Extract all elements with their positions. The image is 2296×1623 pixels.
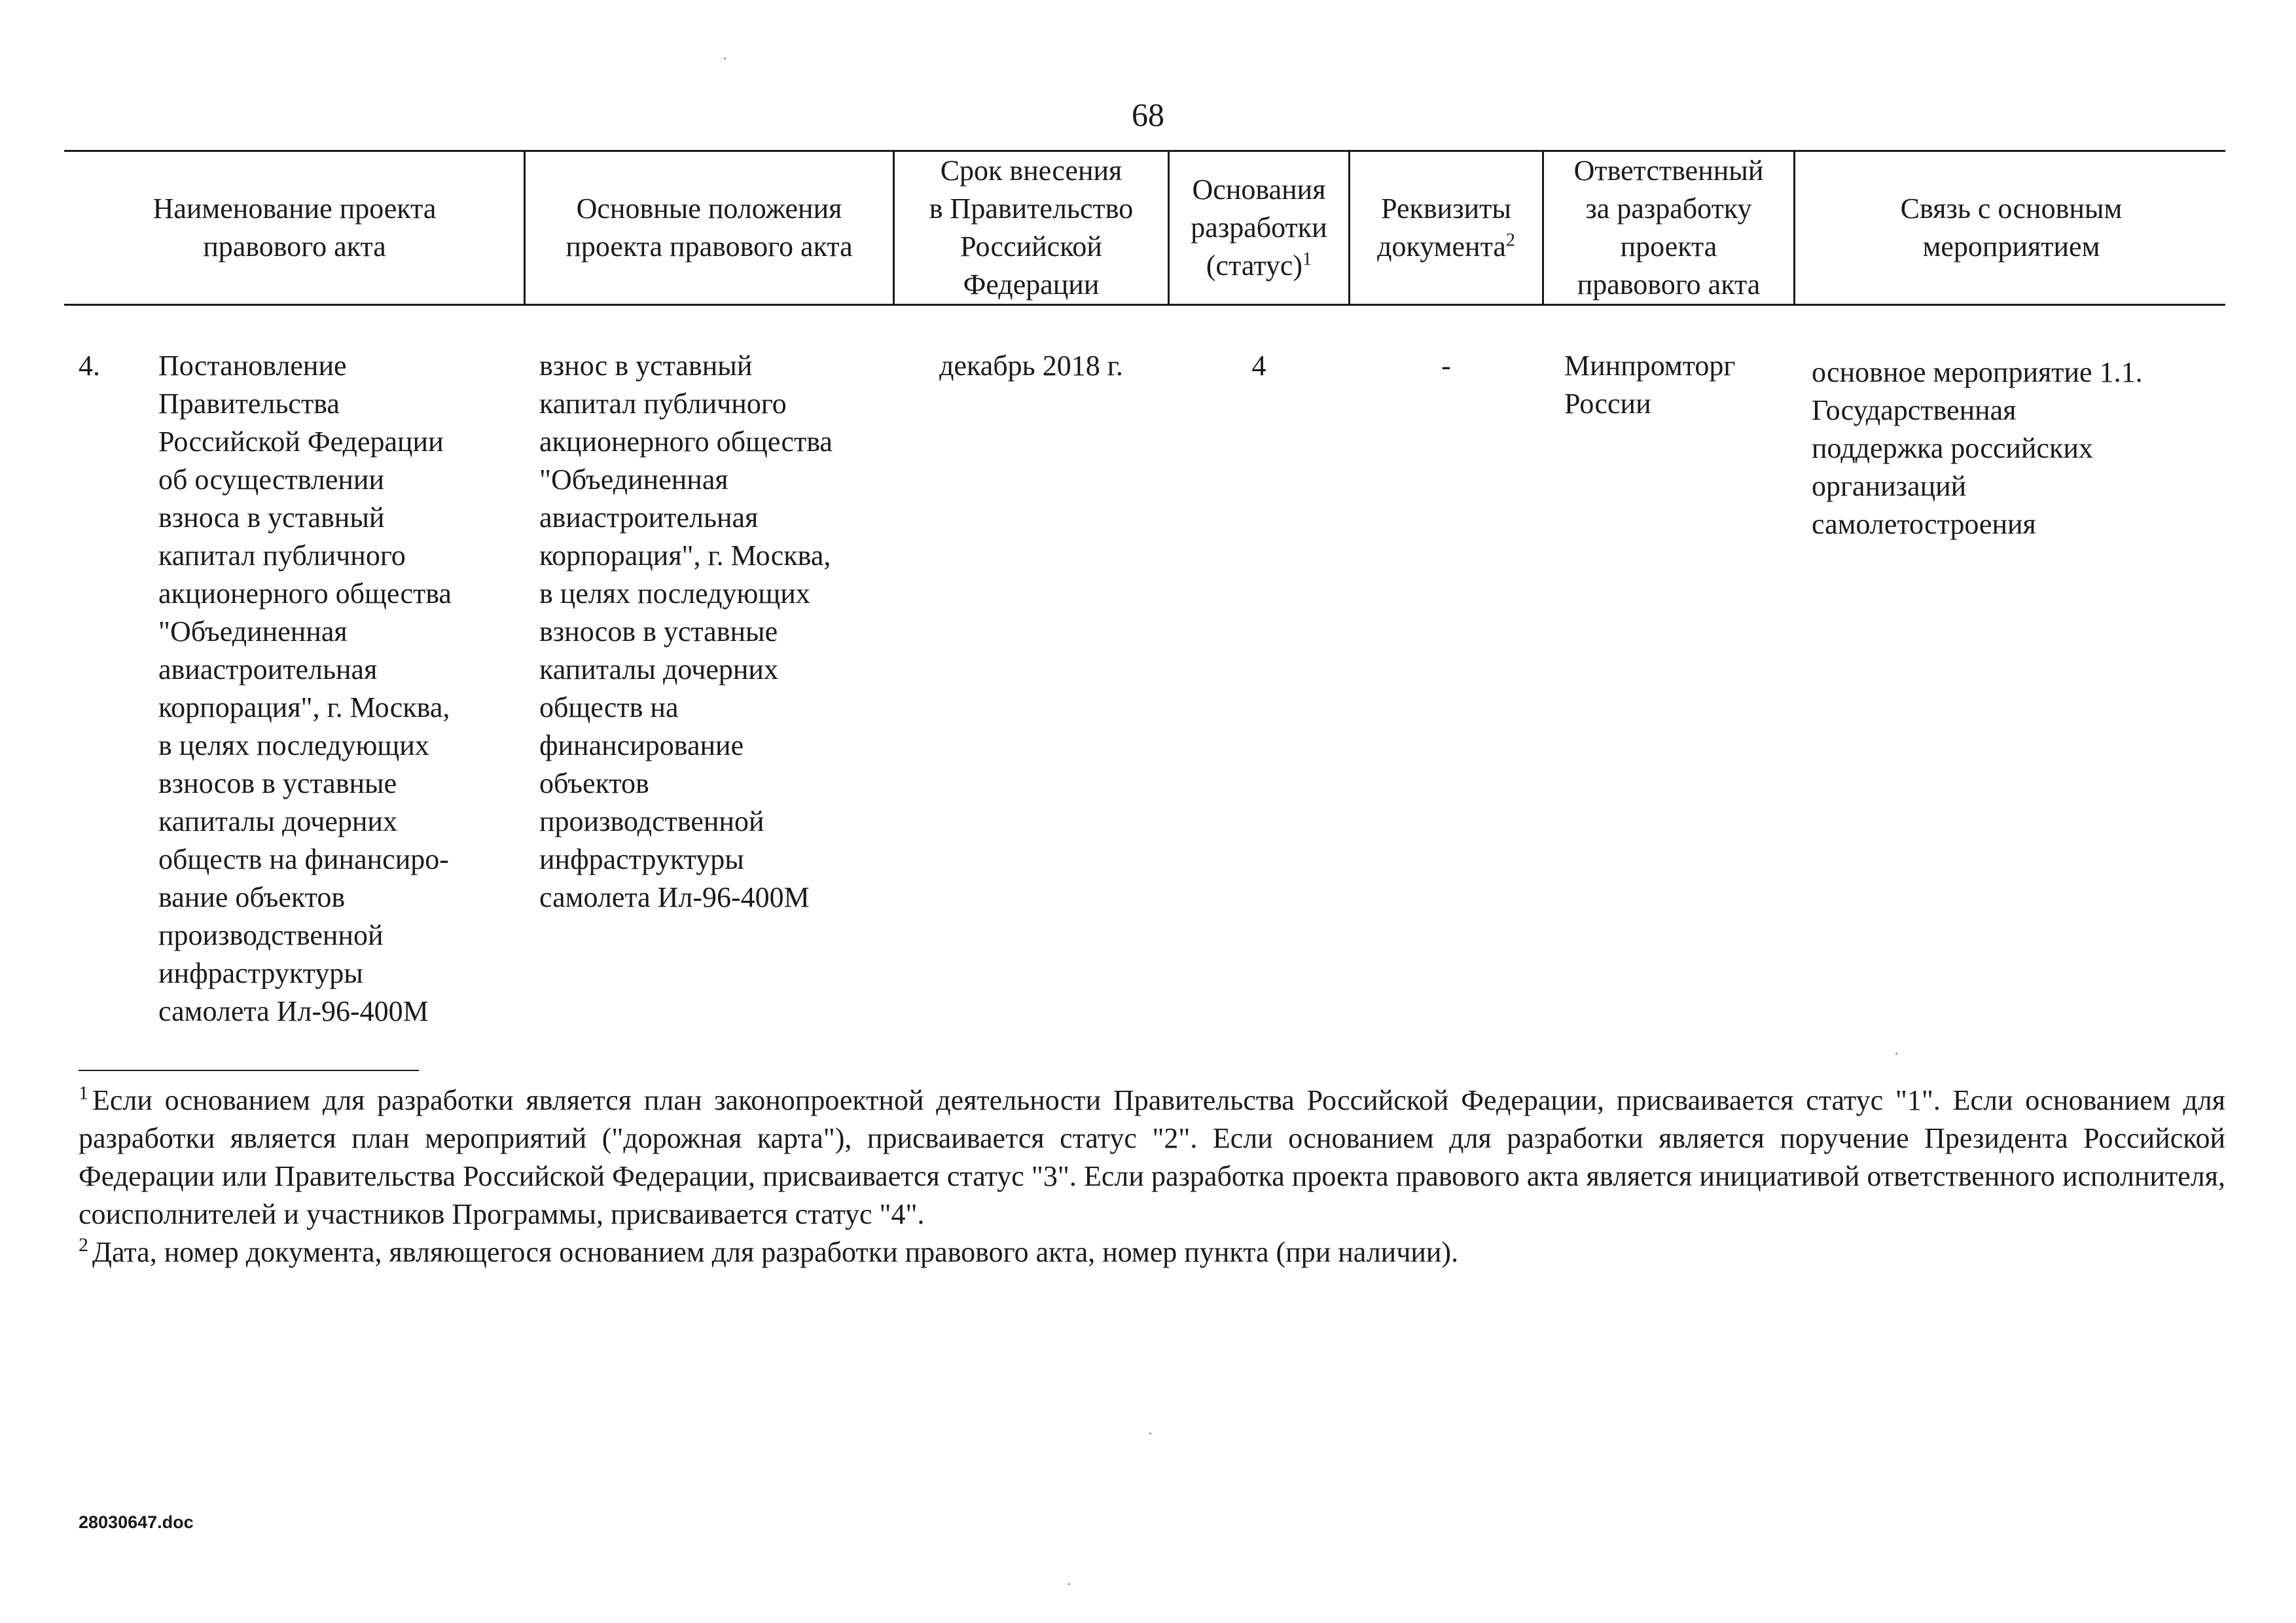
header-link-text: Связь с основным мероприятием [1900,192,2123,263]
scan-speck [1895,1053,1897,1055]
header-act-name-text: Наименование проекта правового акта [152,192,437,263]
footnote-1 [79,1082,2225,1233]
header-basis-status-label: Основания разработки (статус) [1191,173,1327,282]
footnote-1-text: Если основанием для разработки является план законопроектной деятельности Правительства Российской Федерации, присваивается статус "1". Если основанием для разработки является план мероприятий ("дорожная карта"), присваивается статус "2". Если основанием для разработки является поручение Президента Российской Федерации или Правительства Российской Федерации, присваивается статус "3". Если разработка проекта правового акта является инициативой ответственного исполнителя, соисполнителей и участников Программы, присваивается статус "4". [79,1084,2225,1230]
header-provisions-text: Основные положения проекта правового акта [565,192,853,263]
footnote-ref-1: 1 [1302,249,1312,270]
footnote-2 [79,1233,2225,1271]
row-number: 4. [79,350,100,382]
row-link: основное мероприятие 1.1. Государственная поддержка российских организаций самолетостроения [1812,356,2143,540]
footnote-2-text: Дата, номер документа, являющегося основанием для разработки правового акта, номер пункта (при наличии). [92,1236,1459,1268]
header-basis-status-text [1191,171,1327,285]
row-deadline: декабрь 2018 г. [939,350,1123,382]
header-responsible-text: Ответственный за разработку проекта правового акта [1573,155,1764,301]
header-deadline [895,152,1168,304]
header-basis-status [1170,152,1348,304]
scan-speck [724,58,726,60]
header-document-details [1350,152,1542,304]
header-link [1795,152,2227,304]
document-filename: 28030647.doc [79,1512,194,1532]
header-deadline-text: Срок внесения в Правительство Российской Федерации [929,155,1134,301]
footnote-separator [79,1070,419,1071]
row-document-details: - [1441,350,1451,382]
row-basis-status: 4 [1251,350,1266,382]
page-number: 68 [1132,96,1164,133]
header-responsible [1544,152,1793,304]
row-act-name: Постановление Правительства Российской Федерации об осуществлении взноса в уставный капитал публичного акционерного общества "Объединенная авиастроительная корпорация", г. Москва, в целях последующих взносов в уставные капиталы дочерних обществ на финансиро- вание объектов производственной инфраструктуры самолета Ил-96-400М [158,350,452,1027]
table-header-bottom-rule [64,304,2225,306]
footnote-ref-2: 2 [1505,230,1515,251]
scan-speck [1149,1432,1151,1434]
row-provisions: взнос в уставный капитал публичного акционерного общества "Объединенная авиастроительная корпорация", г. Москва, в целях последующих взносов в уставные капиталы дочерних обществ на финансирование объектов производственной инфраструктуры самолета Ил-96-400М [539,350,833,913]
header-act-name [65,152,524,304]
header-provisions [526,152,893,304]
scan-speck [1068,1583,1070,1585]
row-responsible: Минпромторг России [1564,350,1736,420]
footnote-1-mark: 1 [79,1082,88,1104]
header-document-details-label: Реквизиты документа [1377,192,1511,263]
header-document-details-text [1377,190,1515,266]
footnote-2-mark: 2 [79,1234,88,1256]
